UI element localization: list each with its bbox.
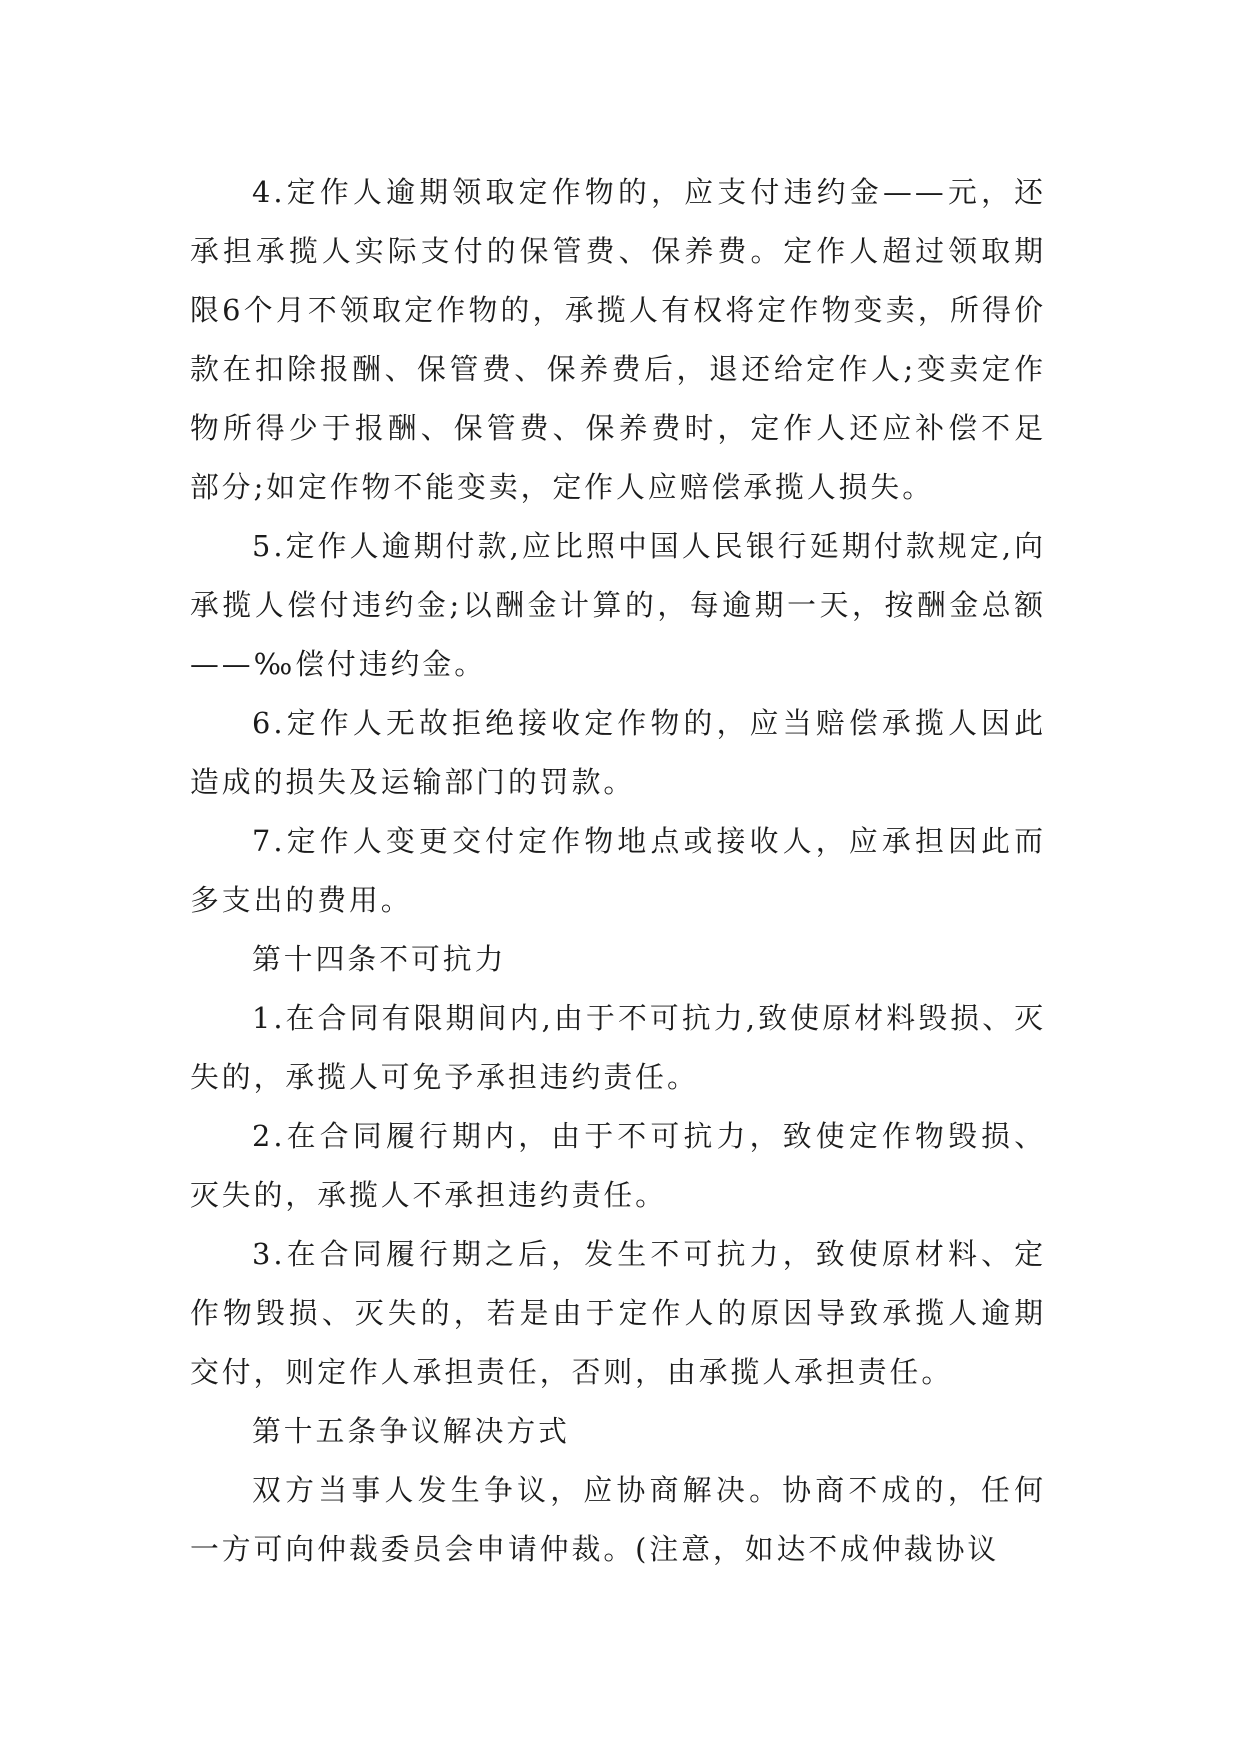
clause-5-paragraph: 5.定作人逾期付款,应比照中国人民银行延期付款规定,向承揽人偿付违约金;以酬金计算的，每逾期一天，按酬金总额——‰偿付违约金。 — [190, 529, 1046, 681]
dispute-resolution-paragraph: 双方当事人发生争议，应协商解决。协商不成的，任何一方可向仲裁委员会申请仲裁。(注意，如达不成仲裁协议 — [190, 1473, 1046, 1566]
force-majeure-item-1: 1.在合同有限期间内,由于不可抗力,致使原材料毁损、灭失的，承揽人可免予承担违约责任。 — [190, 1001, 1046, 1094]
clause-6-paragraph: 6.定作人无故拒绝接收定作物的，应当赔偿承揽人因此造成的损失及运输部门的罚款。 — [190, 706, 1046, 799]
force-majeure-item-3: 3.在合同履行期之后，发生不可抗力，致使原材料、定作物毁损、灭失的，若是由于定作人的原因导致承揽人逾期交付，则定作人承担责任，否则，由承揽人承担责任。 — [190, 1237, 1046, 1389]
document-body — [190, 163, 1046, 1579]
force-majeure-item-2: 2.在合同履行期内，由于不可抗力，致使定作物毁损、灭失的，承揽人不承担违约责任。 — [190, 1119, 1046, 1212]
clause-4-paragraph: 4.定作人逾期领取定作物的，应支付违约金——元，还承担承揽人实际支付的保管费、保养费。定作人超过领取期限6个月不领取定作物的，承揽人有权将定作物变卖，所得价款在扣除报酬、保管费、保养费后，退还给定作人;变卖定作物所得少于报酬、保管费、保养费时，定作人还应补偿不足部分;如定作物不能变卖，定作人应赔偿承揽人损失。 — [190, 175, 1046, 504]
clause-7-paragraph: 7.定作人变更交付定作物地点或接收人，应承担因此而多支出的费用。 — [190, 824, 1046, 917]
article-14-heading: 第十四条不可抗力 — [252, 942, 507, 976]
article-15-heading: 第十五条争议解决方式 — [252, 1414, 570, 1448]
